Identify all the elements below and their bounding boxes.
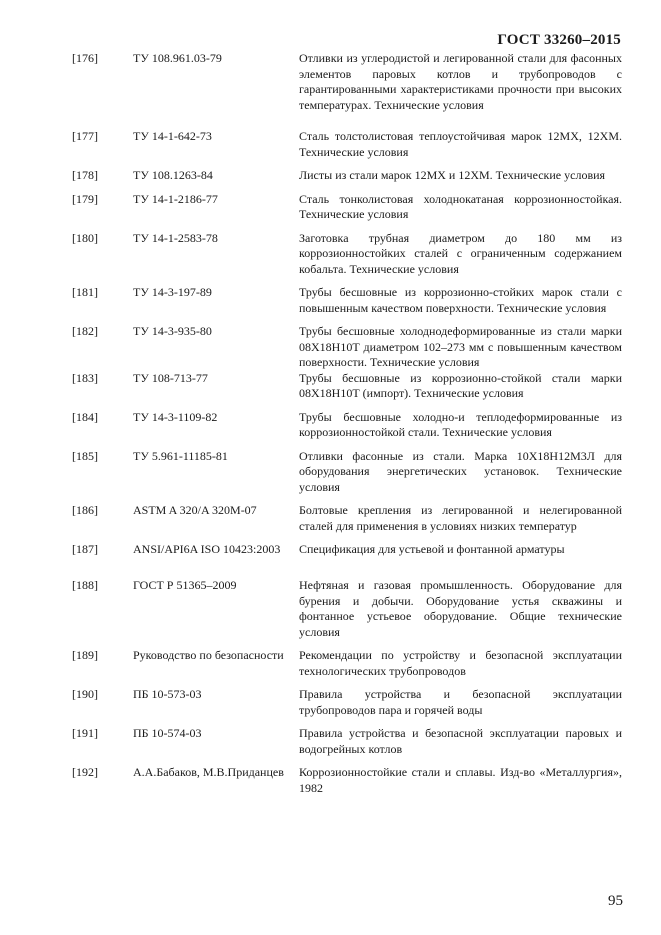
reference-code: ANSI/API6A ISO 10423:2003 xyxy=(133,542,281,556)
reference-title: Сталь толстолистовая теплоустойчивая марок 12МХ, 12ХМ. Технические условия xyxy=(299,129,622,159)
reference-item xyxy=(72,503,622,534)
reference-code: ТУ 108.961.03-79 xyxy=(133,51,222,65)
reference-number: [185] xyxy=(72,448,98,463)
reference-number: [191] xyxy=(72,726,98,740)
reference-code: ПБ 10-573-03 xyxy=(133,687,202,701)
reference-code: ТУ 14-1-642-73 xyxy=(133,129,212,143)
reference-number: [190] xyxy=(72,687,98,701)
reference-item xyxy=(72,285,622,316)
reference-item xyxy=(72,648,622,679)
reference-code: ТУ 108-713-77 xyxy=(133,370,208,385)
reference-number: [179] xyxy=(72,191,98,206)
reference-item xyxy=(72,542,622,573)
reference-number: [188] xyxy=(72,578,98,592)
reference-item xyxy=(72,410,622,441)
reference-title: Рекомендации по устройству и безопасной эксплуатации технологических трубопроводов xyxy=(299,648,622,678)
reference-number: [182] xyxy=(72,324,98,338)
reference-number: [176] xyxy=(72,51,98,65)
reference-title: Трубы бесшовные холоднодеформированные из стали марки 08Х18Н10Т диаметром 102–273 мм с повышенным качеством поверхности. Технические условия xyxy=(299,324,622,369)
reference-number: [177] xyxy=(72,129,98,143)
reference-title: Болтовые крепления из легированной и нелегированной сталей для применения в условиях низких температур xyxy=(299,503,622,533)
reference-item xyxy=(72,129,622,160)
reference-code: ПБ 10-574-03 xyxy=(133,726,202,740)
reference-title: Листы из стали марок 12МХ и 12ХМ. Технические условия xyxy=(299,168,606,182)
reference-code: ТУ 14-1-2186-77 xyxy=(133,191,218,206)
reference-number: [181] xyxy=(72,285,98,299)
reference-title: Коррозионностойкие стали и сплавы. Изд-во «Металлургия», 1982 xyxy=(299,765,622,795)
document-header: ГОСТ 33260–2015 xyxy=(497,32,621,48)
reference-number: [186] xyxy=(72,503,98,517)
reference-item xyxy=(72,765,622,796)
reference-number: [187] xyxy=(72,542,98,556)
reference-item xyxy=(72,231,622,278)
reference-item xyxy=(72,687,622,718)
reference-item xyxy=(72,371,622,402)
reference-number: [192] xyxy=(72,765,98,779)
reference-code: Руководство по безопасности xyxy=(133,648,284,662)
reference-code: ГОСТ Р 51365–2009 xyxy=(133,578,237,592)
reference-item xyxy=(72,51,622,113)
reference-number: [183] xyxy=(72,370,98,385)
reference-title: Заготовка трубная диаметром до 180 мм из коррозионностойких сталей с ограниченным содержанием кобальта. Технические условия xyxy=(299,230,622,276)
reference-code: ASTM A 320/A 320M-07 xyxy=(133,503,257,517)
reference-title: Трубы бесшовные из коррозионно-стойкой стали марки 08Х18Н10Т (импорт). Технические условия xyxy=(299,370,622,400)
reference-number: [178] xyxy=(72,168,98,182)
reference-item xyxy=(72,324,622,371)
reference-title: Отливки фасонные из стали. Марка 10Х18Н12М3Л для оборудования энергетических установок. Технические условия xyxy=(299,448,622,494)
reference-title: Нефтяная и газовая промышленность. Оборудование для бурения и добычи. Оборудование устья скважины и фонтанное устьевое оборудование. Общие технические условия xyxy=(299,578,622,639)
reference-code: А.А.Бабаков, М.В.Приданцев xyxy=(133,765,284,779)
reference-code: ТУ 14-3-197-89 xyxy=(133,285,212,299)
reference-number: [189] xyxy=(72,648,98,662)
reference-code: ТУ 108.1263-84 xyxy=(133,168,213,182)
reference-code: ТУ 14-3-1109-82 xyxy=(133,409,218,424)
reference-title: Отливки из углеродистой и легированной стали для фасонных элементов паровых котлов и трубопроводов с гарантированными характеристиками прочности при высоких температурах. Технические условия xyxy=(299,51,622,112)
reference-title: Сталь тонколистовая холоднокатаная коррозионностойкая. Технические условия xyxy=(299,191,622,221)
reference-item xyxy=(72,578,622,640)
reference-title: Правила устройства и безопасной эксплуатации паровых и водогрейных котлов xyxy=(299,726,622,756)
page-number: 95 xyxy=(608,893,623,909)
reference-list xyxy=(72,51,622,796)
reference-item xyxy=(72,449,622,496)
reference-item xyxy=(72,168,622,184)
reference-code: ТУ 14-3-935-80 xyxy=(133,324,212,338)
reference-number: [180] xyxy=(72,230,98,245)
reference-title: Спецификация для устьевой и фонтанной арматуры xyxy=(299,542,565,556)
reference-item xyxy=(72,192,622,223)
reference-title: Трубы бесшовные из коррозионно-стойких марок стали с повышенным качеством поверхности. Технические условия xyxy=(299,285,622,315)
reference-title: Правила устройства и безопасной эксплуатации трубопроводов пара и горячей воды xyxy=(299,687,622,717)
reference-code: ТУ 5.961-11185-81 xyxy=(133,448,228,463)
reference-number: [184] xyxy=(72,409,98,424)
reference-item xyxy=(72,726,622,757)
reference-title: Трубы бесшовные холодно-и теплодеформированные из коррозионностойкой стали. Технические условия xyxy=(299,409,622,439)
reference-code: ТУ 14-1-2583-78 xyxy=(133,230,218,245)
